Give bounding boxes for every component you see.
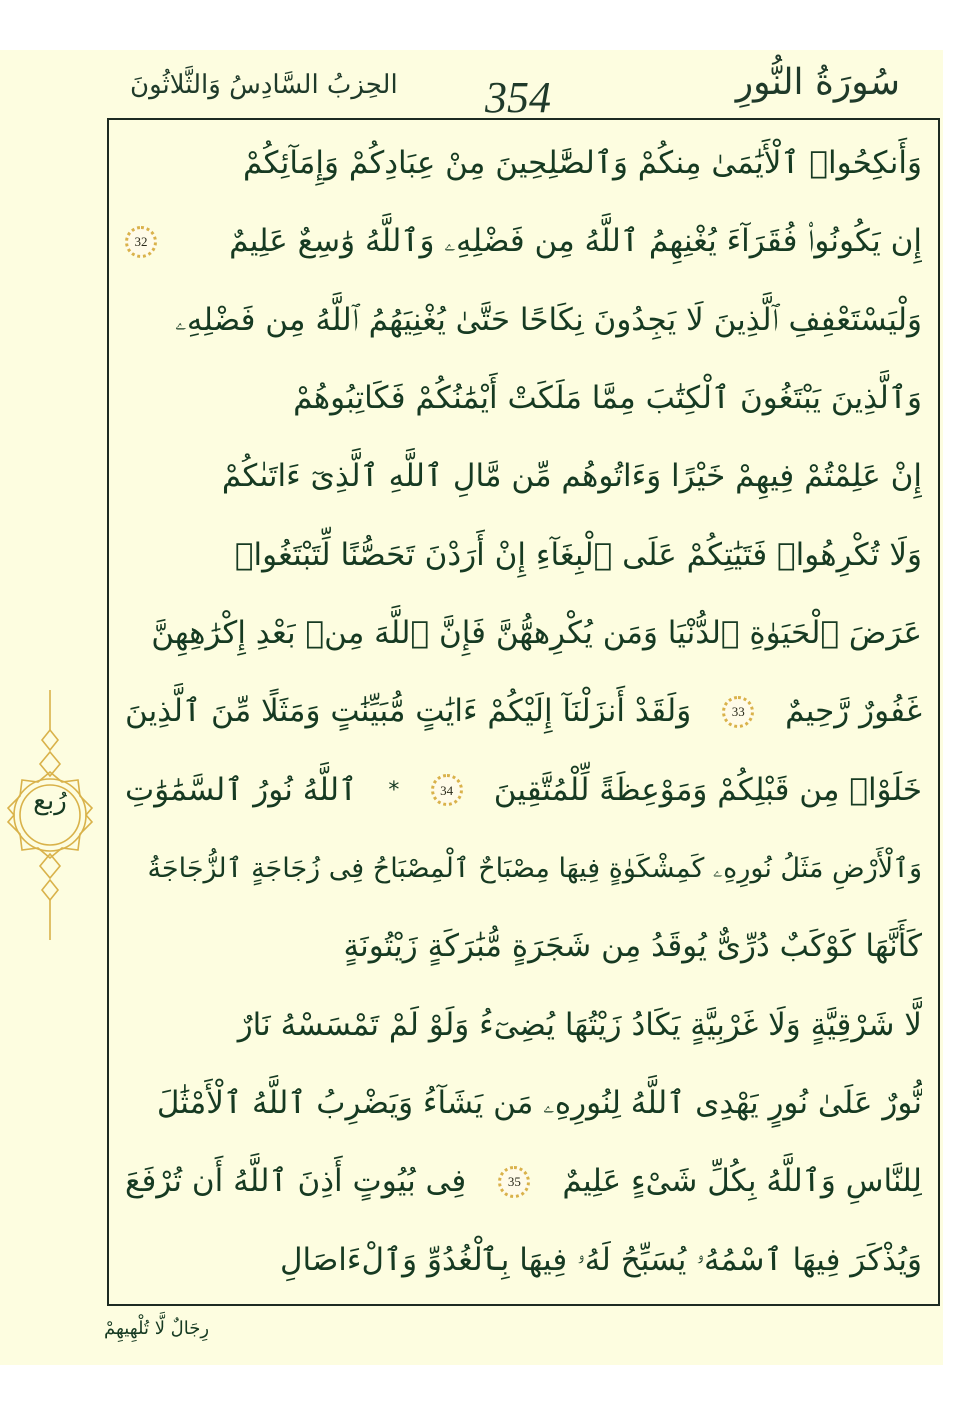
verse-marker-icon: 33 — [722, 696, 754, 728]
text-line — [125, 674, 922, 749]
line-text: وَيُذْكَرَ فِيهَا ٱسْمُهُۥ يُسَبِّحُ لَهُۥ فِيهَا بِٱلْغُدُوِّ وَٱلْءَاصَالِ — [280, 1241, 922, 1278]
verse-marker-icon: 34 — [431, 774, 463, 806]
text-line — [125, 831, 922, 906]
line-text: وَأَنكِحُوا۟ ٱلْأَيَٰمَىٰ مِنكُمْ وَٱلصَّٰلِحِينَ مِنْ عِبَادِكُمْ وَإِمَآئِكُمْ — [242, 145, 922, 181]
text-frame — [107, 118, 940, 1306]
line-text: وَلَقَدْ أَنزَلْنَآ إِلَيْكُمْ ءَايَٰتٍ مُّبَيِّنَٰتٍ وَمَثَلًا مِّنَ ٱلَّذِينَ — [125, 693, 692, 730]
text-line — [125, 1223, 922, 1298]
rub-ornament — [0, 690, 100, 940]
text-line — [125, 361, 922, 436]
line-text: وَلَا تُكْرِهُوا۟ فَتَيَٰتِكُمْ عَلَى ٱلْبِغَآءِ إِنْ أَرَدْنَ تَحَصُّنًا لِّتَبْتَغُوا۟ — [234, 536, 922, 573]
surah-title: سُورَةُ النُّورِ — [735, 62, 900, 103]
page-header — [110, 62, 940, 122]
text-line — [125, 1066, 922, 1141]
line-text: غَفُورٌ رَّحِيمٌ — [785, 693, 922, 730]
page-number: 354 — [485, 73, 551, 122]
hizb-star-icon: * — [388, 777, 400, 803]
line-text: لَّا شَرْقِيَّةٍ وَلَا غَرْبِيَّةٍ يَكَادُ زَيْتُهَا يُضِىٓءُ وَلَوْ لَمْ تَمْسَسْهُ نَارٌ — [237, 1006, 922, 1043]
line-text: وَٱلْأَرْضِ مَثَلُ نُورِهِۦ كَمِشْكَوٰةٍ فِيهَا مِصْبَاحٌ ٱلْمِصْبَاحُ فِى زُجَاجَةٍ ٱلزُّجَاجَةُ — [147, 853, 922, 885]
text-line — [125, 1144, 922, 1219]
line-text: نُّورٌ عَلَىٰ نُورٍ يَهْدِى ٱللَّهُ لِنُورِهِۦ مَن يَشَآءُ وَيَضْرِبُ ٱللَّهُ ٱلْأَمْثَٰلَ — [156, 1085, 922, 1122]
line-text: عَرَضَ ٱلْحَيَوٰةِ ٱلدُّنْيَا وَمَن يُكْرِههُّنَّ فَإِنَّ ٱللَّهَ مِنۢ بَعْدِ إِكْرَٰهِهِنَّ — [151, 615, 922, 652]
text-line — [125, 283, 922, 358]
line-text: فِى بُيُوتٍ أَذِنَ ٱللَّهُ أَن تُرْفَعَ — [125, 1163, 467, 1200]
line-text: إِن يَكُونُوا۟ فُقَرَآءَ يُغْنِهِمُ ٱللَّهُ مِن فَضْلِهِۦ وَٱللَّهُ وَٰسِعٌ عَلِيمٌ — [229, 223, 922, 260]
line-text: ٱللَّهُ نُورُ ٱلسَّمَٰوَٰتِ — [125, 771, 358, 808]
text-line — [125, 204, 922, 279]
verse-marker-icon: 32 — [125, 226, 157, 258]
hizb-label: الحِزبُ السَّادِسُ وَالثَّلاثُونَ — [130, 70, 398, 100]
text-line — [125, 753, 922, 828]
text-line — [125, 126, 922, 201]
rub-label: رُبع — [33, 786, 67, 816]
line-text: لِلنَّاسِ وَٱللَّهُ بِكُلِّ شَىْءٍ عَلِيمٌ — [562, 1163, 922, 1200]
text-line — [125, 909, 922, 984]
text-line — [125, 988, 922, 1063]
line-text: كَأَنَّهَا كَوْكَبٌ دُرِّىٌّ يُوقَدُ مِن شَجَرَةٍ مُّبَٰرَكَةٍ زَيْتُونَةٍ — [343, 928, 922, 965]
line-text: وَلْيَسْتَعْفِفِ ٱلَّذِينَ لَا يَجِدُونَ نِكَاحًا حَتَّىٰ يُغْنِيَهُمُ ٱللَّهُ مِن فَضْلِهِۦ — [175, 301, 922, 338]
text-line — [125, 518, 922, 593]
line-text: خَلَوْا۟ مِن قَبْلِكُمْ وَمَوْعِظَةً لِّلْمُتَّقِينَ — [493, 771, 922, 808]
text-line — [125, 439, 922, 514]
catchword: رِجَالٌ لَّا تُلْهِيهِمْ — [104, 1318, 210, 1339]
line-text: إِنْ عَلِمْتُمْ فِيهِمْ خَيْرًا وَءَاتُوهُم مِّن مَّالِ ٱللَّهِ ٱلَّذِىٓ ءَاتَىٰكُمْ — [221, 458, 922, 495]
line-text: وَٱلَّذِينَ يَبْتَغُونَ ٱلْكِتَٰبَ مِمَّا مَلَكَتْ أَيْمَٰنُكُمْ فَكَاتِبُوهُمْ — [293, 380, 922, 417]
text-lines — [125, 126, 922, 1298]
text-line — [125, 596, 922, 671]
verse-marker-icon: 35 — [498, 1166, 530, 1198]
